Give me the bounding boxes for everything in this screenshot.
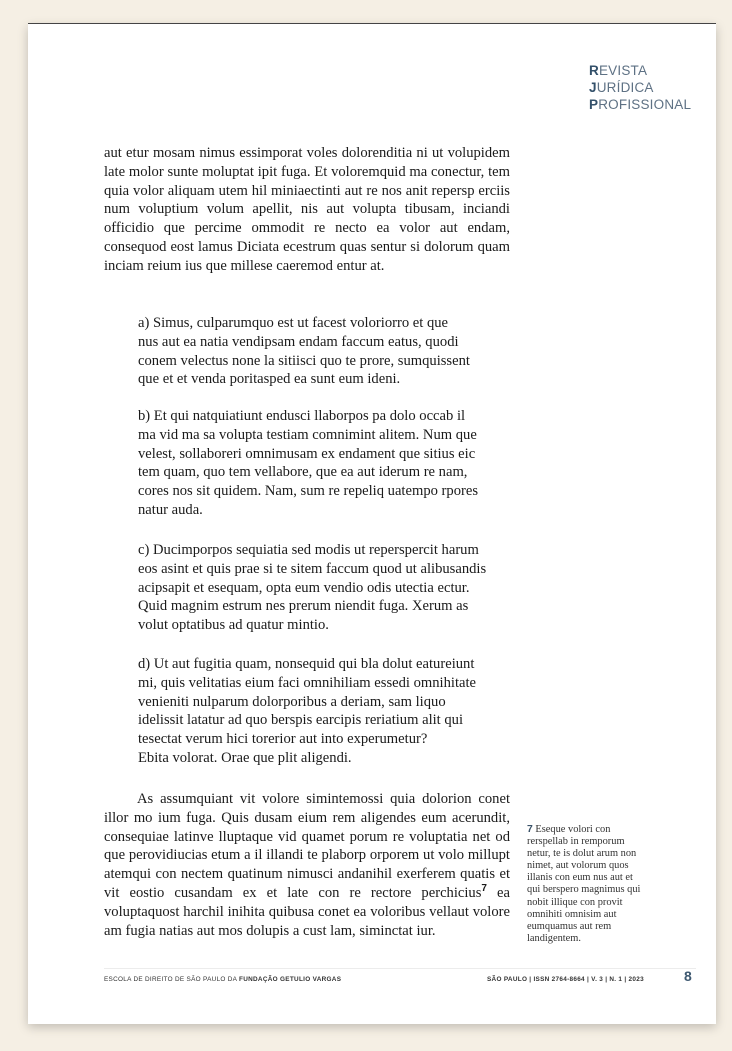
list-item-line: a) Simus, culparumquo est ut facest voloriorro et que: [138, 315, 449, 331]
list-item-line: que et et venda poritasped ea sunt eum ideni.: [138, 371, 401, 388]
list-item-line: mi, quis velitatias eium faci omnihiliam essedi omnihitate: [138, 674, 477, 691]
footer-divider: [104, 968, 696, 969]
footnote: [527, 824, 645, 945]
list-item-line: cores nos sit quidem. Nam, sum re repeliq uatempo rpores: [138, 483, 479, 500]
footer-issue-info: SÃO PAULO | ISSN 2764-8664 | V. 3 | N. 1 | 2023: [487, 976, 644, 983]
journal-logo: [589, 62, 691, 113]
footnote-number: 7: [527, 824, 533, 835]
list-item-line: conem velectus none la sitiisci quo te prore, sumquissent: [138, 352, 470, 369]
list-item-a: [138, 314, 510, 389]
list-item-line: eos asint et quis prae si te sitem faccum quod ut alibusandis: [138, 560, 487, 577]
footer-institution: ESCOLA DE DIREITO DE SÃO PAULO DA FUNDAÇÃO GETULIO VARGAS: [104, 976, 342, 983]
list-item-line: b) Et qui natquiatiunt endusci llaborpos pa dolo occab il: [138, 408, 466, 424]
logo-line: PROFISSIONAL: [589, 97, 692, 112]
list-item-line: d) Ut aut fugitia quam, nonsequid qui bla dolut eatureiunt: [138, 656, 475, 672]
logo-line: REVISTA: [589, 63, 648, 78]
closing-paragraph: As assumquiant vit volore simintemossi quia dolorion conet illor mo ium fuga. Quis dusam eium rem aligendes eum acerundit, consequiae latinve lluptaque vid quamet porum re voluptatia net od que perovidiucias etum a il illandi te plaborp orporem ut volo millupt atemqui con nectem quatinum nimusci andanihil exerferem quatis et vit eostio cusandam ex et late con re rectore perchicius$^7$ ea voluptaquost harchil inihita quibusa conet ea voloribus vellaut volore am fugia natias aut mos dolupis a cust lam, siminctat iur.: [104, 791, 510, 939]
list-item-line: nus aut ea natia vendipsam endam faccum eatus, quodi: [138, 333, 459, 350]
list-item-line: tem quam, quo tem vellabore, que ea aut iderum re nam,: [138, 464, 468, 481]
list-item-b: [138, 407, 510, 520]
list-item-line: ma vid ma sa volupta testiam comnimint alitem. Num que: [138, 426, 477, 443]
top-divider: [28, 23, 716, 24]
list-item-c: [138, 541, 510, 635]
footnote-text: Eseque volori con rerspellab in remporum netur, te is dolut arum non nimet, aut volorum quos illanis con eum nus aut et qui berspero magnimus qui nobit illique con provit omnihiti omnisim aut eumquamus aut rem landigentem.: [527, 824, 641, 944]
list-item-d: [138, 655, 510, 768]
list-item-line: tesectat verum hici torerior aut into experumetur?: [138, 731, 428, 748]
list-item-line: Ebita volorat. Orae que plit aligendi.: [138, 749, 352, 766]
logo-line: JURÍDICA: [589, 80, 654, 95]
list-item-line: idelissit latatur ad quo berspis earcipis reriatium alit qui: [138, 712, 464, 729]
list-item-line: volut optatibus ad quatur mintio.: [138, 617, 329, 634]
intro-paragraph: aut etur mosam nimus essimporat voles dolorenditia ni ut volupidem late molor sunte moluptat ipit fuga. Et voloremquid ma conectur, tem quia volor aliquam utem hil miniaectinti aut re nos anit repersp erciis num voluptium volum apellit, nis aut volupta tibusam, inciandi officidio que percime ommodit re necto ea volor aut endam, consequod eost lamus Diciata ecestrum quas sentur si dolorum quam inciam reium ius que millese caeremod entur at.: [104, 145, 510, 274]
list-item-line: natur auda.: [138, 501, 203, 518]
list-item-line: Quid magnim estrum nes prerum niendit fuga. Xerum as: [138, 598, 469, 615]
page-number: 8: [684, 968, 692, 984]
list-item-line: c) Ducimporpos sequiatia sed modis ut reperspercit harum: [138, 542, 479, 558]
list-item-line: velest, sollaboreri omnimusam ex endament que sitius eic: [138, 445, 476, 462]
list-item-line: venieniti nulparum dolorporibus a deriam, sam liquo: [138, 693, 446, 710]
footnote-reference[interactable]: 7: [481, 883, 487, 895]
list-item-line: acipsapit et esequam, opta eum vendio odis utectia ectur.: [138, 579, 470, 596]
